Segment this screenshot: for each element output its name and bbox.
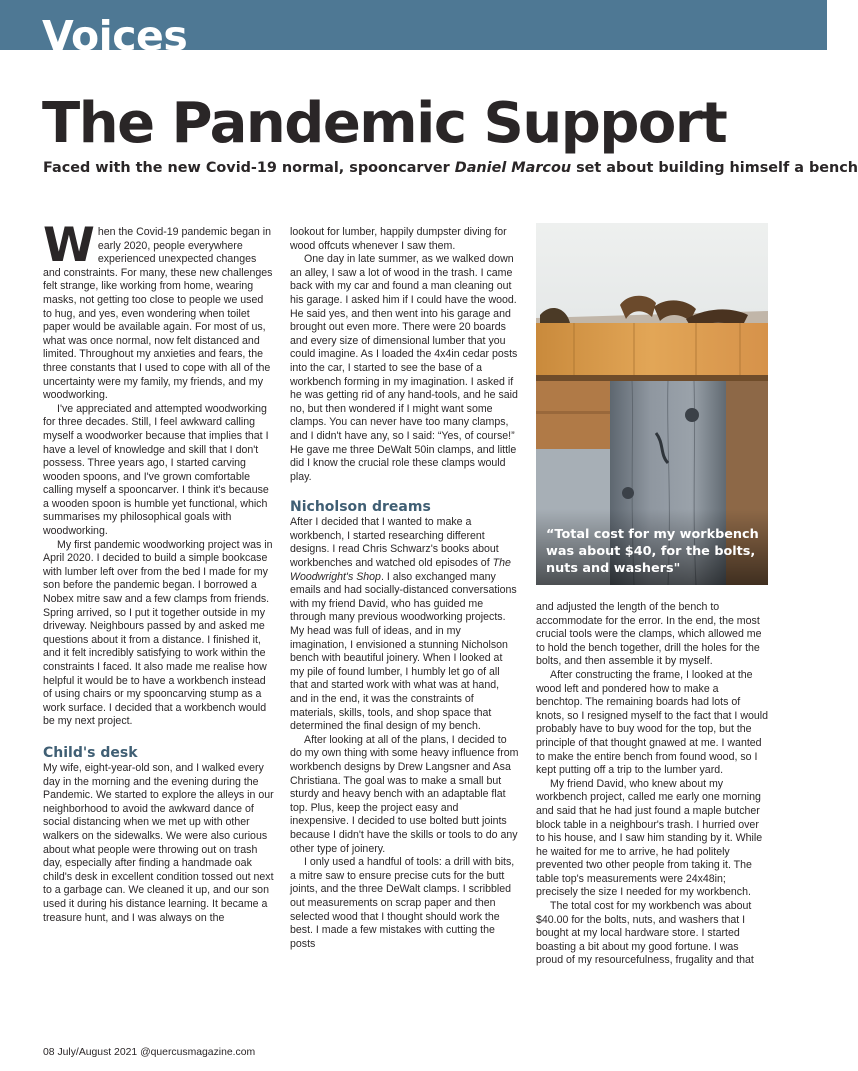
- section-header-bar: [0, 0, 827, 60]
- body-paragraph: The total cost for my workbench was about $40.00 for the bolts, nuts, and washers that I bought at my local hardware store. I started boasting a bit about my good fortune. I was proud of my resourcefulness, frugality and that: [536, 900, 754, 967]
- body-paragraph: I only used a handful of tools: a drill with bits, a mitre saw to ensure precise cuts for the butt joints, and the three DeWalt clamps. I scribbled out measurements on scrap paper and then selected wood that I thought should work the best. I made a few mistakes with cutting the posts: [290, 856, 515, 950]
- body-paragraph: My first pandemic woodworking project was in April 2020. I decided to build a simple bookcase with lumber left over from the bed I made for my son before the pandemic began. I borrowed a Nobex mitre saw and a few clamps from friends. Spring arrived, so I put it together outside in my driveway. Neighbours passed by and asked me questions about it from a distance. I finished it, and it felt incredibly satisfying to work within the constraints I faced. It also made me realise how helpful it would be to have a workbench instead of using chairs or my spooncarving stump as a work surface. I decided that a workbench would be my next project.: [43, 538, 273, 728]
- standfirst: [43, 158, 858, 178]
- side-rail: [536, 381, 614, 449]
- body-column-2: [290, 226, 519, 951]
- pull-quote: “Total cost for my workbench was about $40, for the bolts, nuts and washers": [546, 527, 759, 576]
- issue-date: July/August 2021: [57, 1047, 138, 1058]
- paragraph-text: hen the Covid-19 pandemic began in early 2020, people everywhere experienced unexpected changes and constraints. For many, these new challenges felt strange, like working from home, wearing masks, not getting too close to people we used to hug, and yes, even wondering when toilet paper would be available again. For most of us, what was once normal, now felt distanced and limited. Throughout my anxieties and fears, the three constants that I used to cope with all of the uncertainty were my family, my friends, and my woodworking.: [43, 226, 273, 402]
- show-title: The Woodwright's Shop: [290, 557, 511, 583]
- body-column-1: [43, 218, 275, 925]
- standfirst-pre: Faced with the new Covid-19 normal, spooncarver: [43, 160, 455, 176]
- body-paragraph: lookout for lumber, happily dumpster diving for wood offcuts whenever I saw them.: [290, 226, 507, 252]
- page-footer: [43, 1046, 255, 1060]
- body-paragraph: [43, 218, 275, 403]
- subhead-childs-desk: Child's desk: [43, 744, 138, 761]
- magazine-site: @quercusmagazine.com: [140, 1047, 256, 1058]
- body-paragraph: After constructing the frame, I looked at the wood left and pondered how to make a benchtop. The remaining boards had lots of knots, so I resigned myself to the fact that I would probably have to buy wood for the top, but the principle of that thought gnawed at me. I wanted to make the entire bench from found wood, so I kept putting off a trip to the lumber yard.: [536, 668, 769, 777]
- body-paragraph: After looking at all of the plans, I decided to do my own thing with some heavy influence from workbench designs by Drew Langsner and Asa Christiana. The goal was to make a small but sturdy and heavy bench with an adaptable flat top. Plus, keep the project easy and inexpensive. I decided to use bolted butt joints because I didn't have the skills or tools to do any other type of joinery.: [290, 733, 519, 855]
- subhead-nicholson-dreams: Nicholson dreams: [290, 499, 431, 516]
- body-paragraph: and adjusted the length of the bench to accommodate for the error. In the end, the most crucial tools were the clamps, which allowed me to hold the bench together, drill the holes for the bolts, and then assemble it by myself.: [536, 601, 762, 668]
- bench-top: [536, 323, 768, 375]
- drop-cap: W: [43, 218, 95, 273]
- bolt-hole: [622, 487, 634, 499]
- workbench-photo: [536, 223, 768, 585]
- article-title: The Pandemic Support: [42, 91, 727, 156]
- body-column-3: [536, 601, 768, 968]
- body-paragraph: My wife, eight-year-old son, and I walked every day in the morning and the evening during the Pandemic. We started to explore the alleys in our neighborhood to avoid the awkward dance of social distancing when we met up with other walkers on the sidewalks. We were also curious about what people were throwing out on trash day, especially after finding a handmade oak child's desk in excellent condition tossed out next to a garbage can. We cleaned it up, and our son used it during his distance learning. It became a treasure hunt, and I was always on the: [43, 761, 274, 924]
- paragraph-text: After I decided that I wanted to make a workbench, I started researching different designs. I read Chris Schwarz's books about workbenches and watched old episodes of: [290, 516, 499, 570]
- body-paragraph: My friend David, who knew about my workbench project, called me early one morning and said that he had just found a maple butcher block table in a neighbour's trash. I hurried over to his house, and I saw him standing by it. While he waited for me to arrive, he had politely prevented two other people from taking it. The table top's measurements were 24x48in; precisely the size I needed for my workbench.: [536, 777, 763, 899]
- standfirst-author: Daniel Marcou: [454, 160, 572, 176]
- paragraph-text: . I also exchanged many emails and had socially-distanced conversations with my friend David, who has guided me through many previous woodworking projects. My head was full of ideas, and in my imagination, I envisioned a stunning Nicholson bench with beautiful joinery. When I looked at my pile of found lumber, I humbly let go of all that and started work with what was at hand, and in the end, it was the constraints of materials, skills, tools, and shop space that determined the final design of my bench.: [290, 570, 517, 733]
- body-paragraph: [290, 516, 519, 734]
- section-name: Voices: [42, 12, 188, 60]
- body-paragraph: One day in late summer, as we walked down an alley, I saw a lot of wood in the trash. I came back with my car and found a man cleaning out his garage. I asked him if I could have the wood. He said yes, and then went into his garage and brought out even more. There were 20 boards and every size of dimensional lumber that you could imagine. As I loaded the 4x4in cedar posts into the car, I started to see the base of a workbench forming in my imagination. I asked if he was getting rid of any hand-tools, and he said no, but then wondered if I might want some clamps. You can never have too many clamps, and I didn't have any, so I said: “Yes, of course!” He gave me three DeWalt 50in clamps, and little did I know the crucial role these clamps would play.: [290, 253, 518, 483]
- bench-top-edge: [536, 375, 768, 381]
- standfirst-post: set about building himself a bench: [571, 160, 858, 176]
- page-number: 08: [43, 1047, 55, 1058]
- body-paragraph: I've appreciated and attempted woodworking for three decades. Still, I feel awkward calling myself a woodworker because that implies that I have a level of knowledge and skill that I don't possess. Three years ago, I started carving wooden spoons, and I've grown comfortable calling myself a spooncarver. I think it's because a wooden spoon is humble yet functional, which summarises my philosophical goals with woodworking.: [43, 402, 269, 538]
- bolt-hole: [685, 408, 699, 422]
